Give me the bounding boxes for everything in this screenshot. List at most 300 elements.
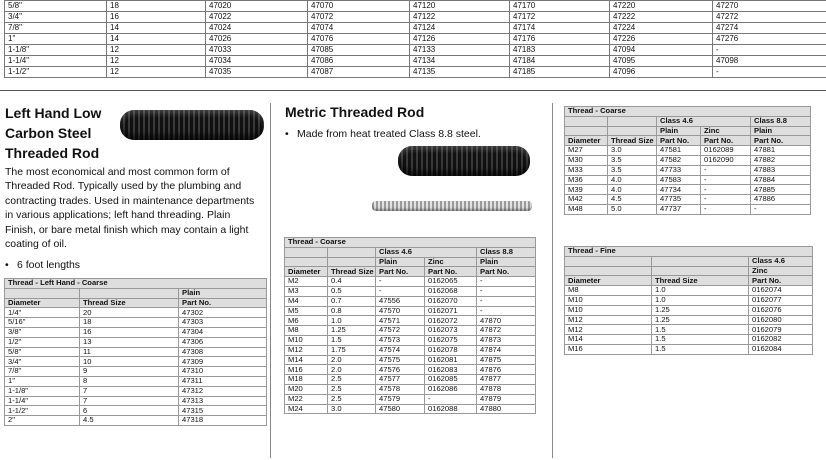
table-cell: 47577 [376,375,425,385]
table-cell: 47872 [477,326,536,336]
table-row [565,146,811,156]
table-cell: 47272 [713,12,826,23]
table-cell: 1-1/2" [5,406,80,416]
table-cell: 18 [80,318,179,328]
column-header: Part No. [751,136,811,146]
table-cell: M10 [565,305,652,315]
table-cell: 47026 [206,34,308,45]
table-cell: 0162072 [425,316,477,326]
table-row [565,335,813,345]
table-cell: 1.75 [328,345,376,355]
bullet-text: Made from heat treated Class 8.8 steel. [297,128,481,140]
table-cell: 47120 [410,1,510,12]
table-cell: 4.0 [608,175,657,185]
table-cell: M10 [285,335,328,345]
table-cell: 47072 [308,12,410,23]
table-cell: 47873 [477,335,536,345]
table-row [5,45,826,56]
class-header: Class 8.8 [477,247,536,257]
table-cell: 1" [5,34,107,45]
blank-cell [565,116,608,126]
description-line: contracting trades. Used in maintenance departments [5,194,255,207]
table-cell: 0162085 [425,375,477,385]
table-cell: M8 [285,326,328,336]
table-cell: M6 [285,316,328,326]
blank-cell [285,257,328,267]
table-row [565,315,813,325]
table-cell: 47309 [179,357,267,367]
table-cell: 47098 [713,56,826,67]
description-line: Finish, or bare metal finish which may contain a light [5,223,249,236]
table-row [285,326,536,336]
finish-header: Plain [477,257,536,267]
table-cell: 1-1/4" [5,56,107,67]
table-cell: 47735 [657,195,701,205]
class-header: Class 4.6 [749,256,813,266]
table-cell: 47034 [206,56,308,67]
metric-coarse-table [284,237,536,414]
table-cell: 47220 [610,1,713,12]
table-cell: 16 [80,327,179,337]
table-caption: Thread - Left Hand - Coarse [5,279,267,289]
bullet-icon: • [285,128,289,140]
table-cell: M27 [565,146,608,156]
table-cell: 3.0 [328,404,376,414]
table-cell: - [376,277,425,287]
table-cell: 47879 [477,394,536,404]
table-cell: - [751,204,811,214]
table-cell: 47313 [179,396,267,406]
table-cell: 47582 [657,155,701,165]
table-cell: 47033 [206,45,308,56]
table-cell: 47226 [610,34,713,45]
blank-cell [565,256,652,266]
table-row [5,12,826,23]
table-cell: 1/2" [5,337,80,347]
table-cell: 47134 [410,56,510,67]
table-cell: 7 [80,386,179,396]
table-cell: 47885 [751,185,811,195]
table-cell: 47085 [308,45,410,56]
finish-header: Zinc [749,266,813,276]
table-cell: M16 [565,344,652,354]
table-caption: Thread - Coarse [285,238,536,248]
table-row [565,204,811,214]
column-header: Part No. [657,136,701,146]
table-cell: 47096 [610,67,713,78]
title-line: Left Hand Low [5,105,102,121]
table-cell: 1" [5,376,80,386]
table-row [5,386,267,396]
blank-cell [328,257,376,267]
table-cell: 47087 [308,67,410,78]
title-line: Carbon Steel [5,125,92,141]
description-line: coating of oil. [5,238,67,251]
table-cell: 1.0 [328,316,376,326]
table-cell: 1.0 [652,286,749,296]
metric-fine-table [564,246,813,355]
table-cell: 18 [107,1,206,12]
class-header: Class 4.6 [376,247,477,257]
table-cell: 1.5 [652,335,749,345]
column-header: Part No. [376,267,425,277]
table-row [5,34,826,45]
table-cell: 47583 [657,175,701,185]
table-cell: 47274 [713,23,826,34]
table-row [565,325,813,335]
table-cell: 1.5 [652,344,749,354]
table-cell: 0162075 [425,335,477,345]
table-cell: 0162070 [425,296,477,306]
black-threaded-rod-image [120,110,264,140]
table-cell: 47126 [410,34,510,45]
table-cell: 47306 [179,337,267,347]
blank-cell [565,126,608,136]
table-cell: 14 [107,34,206,45]
table-cell: 47881 [751,146,811,156]
table-row [565,305,813,315]
table-cell: 47312 [179,386,267,396]
description-line: Threaded Rod. Typically used by the plumbing and [5,180,242,193]
table-cell: 2.5 [328,394,376,404]
table-cell: 47122 [410,12,510,23]
table-cell: 0162065 [425,277,477,287]
table-cell: 47580 [376,404,425,414]
finish-header: Zinc [425,257,477,267]
table-cell: 47133 [410,45,510,56]
table-cell: 0162079 [749,325,813,335]
table-row [5,357,267,367]
table-cell: 47581 [657,146,701,156]
table-cell: 12 [107,56,206,67]
steel-threaded-rod-image [372,201,532,211]
table-cell: 47579 [376,394,425,404]
table-cell: 47304 [179,327,267,337]
table-cell: M48 [565,204,608,214]
blank-cell [565,266,652,276]
table-cell: 47035 [206,67,308,78]
table-cell: M24 [285,404,328,414]
table-row [565,185,811,195]
left-description [5,165,254,251]
blank-cell [285,247,328,257]
table-row [5,56,826,67]
table-cell: M12 [285,345,328,355]
table-cell: 1-1/2" [5,67,107,78]
table-row [5,376,267,386]
table-cell: 0.8 [328,306,376,316]
table-cell: 2" [5,416,80,426]
table-cell: 47874 [477,345,536,355]
table-cell: 13 [80,337,179,347]
blank-cell [608,126,657,136]
table-row [285,296,536,306]
group-header: Plain [179,288,267,298]
table-cell: M8 [565,286,652,296]
table-cell: M36 [565,175,608,185]
table-row [5,347,267,357]
table-cell: 47183 [510,45,610,56]
table-cell: 3/8" [5,327,80,337]
table-cell: M10 [565,295,652,305]
table-cell: 47222 [610,12,713,23]
table-cell: M39 [565,185,608,195]
table-cell: 0162074 [749,286,813,296]
table-cell: 47875 [477,355,536,365]
table-cell: 0.7 [328,296,376,306]
table-cell: 1.5 [328,335,376,345]
table-cell: 0162080 [749,315,813,325]
table-row [285,316,536,326]
description-line: The most economical and most common form of [5,166,230,178]
table-cell: 5/16" [5,318,80,328]
table-row [5,67,826,78]
table-cell: 47172 [510,12,610,23]
table-cell: 47737 [657,204,701,214]
table-cell: 3.5 [608,155,657,165]
table-cell: 47070 [308,1,410,12]
table-cell: 47074 [308,23,410,34]
table-row [285,394,536,404]
table-row [5,308,267,318]
table-cell: 47095 [610,56,713,67]
table-cell: 47880 [477,404,536,414]
table-cell: 5/8" [5,347,80,357]
table-row [285,335,536,345]
table-cell: 1.25 [328,326,376,336]
table-cell: 47575 [376,355,425,365]
table-cell: 0162089 [701,146,751,156]
table-cell: 0162090 [701,155,751,165]
table-row [5,367,267,377]
table-row [5,23,826,34]
table-cell: 0162081 [425,355,477,365]
table-cell: 47318 [179,416,267,426]
table-cell: - [376,286,425,296]
table-cell: 3.0 [608,146,657,156]
table-row [285,375,536,385]
table-cell: 5.0 [608,204,657,214]
table-cell: M12 [565,325,652,335]
table-cell: 47094 [610,45,713,56]
column-header: Thread Size [652,276,749,286]
left-bullet [5,258,80,272]
table-cell: 2.5 [328,384,376,394]
blank-cell [5,288,80,298]
table-cell: - [713,67,826,78]
table-cell: 7 [80,396,179,406]
table-cell: 3.5 [608,165,657,175]
table-cell: 47734 [657,185,701,195]
column-header: Part No. [425,267,477,277]
table-cell: 0162088 [425,404,477,414]
table-cell: 47876 [477,365,536,375]
class-header: Class 8.8 [751,116,811,126]
table-cell: 0.4 [328,277,376,287]
column-separator [270,103,271,458]
column-header: Part No. [477,267,536,277]
table-cell: - [477,306,536,316]
table-cell: 47124 [410,23,510,34]
table-row [5,318,267,328]
table-cell: M4 [285,296,328,306]
table-caption: Thread - Coarse [565,107,811,117]
table-cell: 47573 [376,335,425,345]
table-row [285,355,536,365]
table-row [285,286,536,296]
blank-cell [652,266,749,276]
table-cell: M3 [285,286,328,296]
table-cell: 47578 [376,384,425,394]
table-cell: 47135 [410,67,510,78]
table-cell: 8 [80,376,179,386]
table-row [285,345,536,355]
table-cell: 7/8" [5,23,107,34]
finish-header: Plain [657,126,701,136]
table-cell: 47883 [751,165,811,175]
section-divider [0,90,826,91]
table-row [5,1,826,12]
table-cell: - [701,185,751,195]
table-cell: 1.25 [652,305,749,315]
table-cell: 47556 [376,296,425,306]
table-cell: 16 [107,12,206,23]
table-cell: 1.0 [652,295,749,305]
table-row [5,327,267,337]
table-cell: 20 [80,308,179,318]
table-cell: 47310 [179,367,267,377]
table-row [5,416,267,426]
bullet-text: 6 foot lengths [17,259,81,271]
table-cell: 47315 [179,406,267,416]
table-cell: - [425,394,477,404]
table-cell: - [701,165,751,175]
title-line: Threaded Rod [5,145,100,161]
column-header: Thread Size [608,136,657,146]
column-header: Diameter [5,298,80,308]
table-row [565,344,813,354]
table-cell: 1-1/8" [5,386,80,396]
table-cell: 4.0 [608,185,657,195]
table-cell: 47882 [751,155,811,165]
table-row [565,195,811,205]
table-cell: 47886 [751,195,811,205]
blank-cell [80,288,179,298]
table-cell: 47076 [308,34,410,45]
table-cell: 47176 [510,34,610,45]
table-cell: - [477,277,536,287]
column-header: Thread Size [80,298,179,308]
table-caption: Thread - Fine [565,247,813,257]
table-cell: 2.0 [328,365,376,375]
table-row [5,406,267,416]
class-header: Class 4.6 [657,116,751,126]
table-cell: M14 [285,355,328,365]
metric-coarse-large-table [564,106,811,215]
table-cell: M42 [565,195,608,205]
table-cell: 1.25 [652,315,749,325]
table-cell: 47311 [179,376,267,386]
table-cell: - [477,286,536,296]
table-cell: - [701,195,751,205]
table-row [565,165,811,175]
table-cell: 11 [80,347,179,357]
table-cell: 47276 [713,34,826,45]
table-row [5,337,267,347]
table-cell: 1-1/4" [5,396,80,406]
table-cell: 1/4" [5,308,80,318]
column-header: Diameter [565,276,652,286]
column-header: Thread Size [328,267,376,277]
description-line: in various applications; left hand threading. Plain [5,209,231,222]
table-cell: M14 [565,335,652,345]
table-row [285,306,536,316]
bullet-icon: • [5,259,9,271]
table-cell: 47870 [477,316,536,326]
left-hand-coarse-table [4,278,267,426]
table-cell: M22 [285,394,328,404]
table-cell: M20 [285,384,328,394]
table-cell: 47877 [477,375,536,385]
table-cell: 10 [80,357,179,367]
table-cell: M5 [285,306,328,316]
table-cell: 5/8" [5,1,107,12]
column-header: Diameter [565,136,608,146]
table-cell: 47185 [510,67,610,78]
table-row [285,404,536,414]
table-cell: 2.5 [328,375,376,385]
table-cell: M33 [565,165,608,175]
table-row [565,295,813,305]
table-cell: 4.5 [80,416,179,426]
column-header: Part No. [749,276,813,286]
table-cell: 0162073 [425,326,477,336]
table-cell: 1-1/8" [5,45,107,56]
table-cell: 47174 [510,23,610,34]
table-row [565,286,813,296]
top-parts-table [4,0,826,78]
table-cell: 14 [107,23,206,34]
finish-header: Plain [751,126,811,136]
table-cell: 47302 [179,308,267,318]
table-row [5,396,267,406]
table-cell: 0162082 [749,335,813,345]
table-cell: 47572 [376,326,425,336]
table-cell: 9 [80,367,179,377]
table-cell: M18 [285,375,328,385]
table-cell: 2.0 [328,355,376,365]
column-header: Part No. [701,136,751,146]
table-cell: 12 [107,67,206,78]
table-cell: 0162083 [425,365,477,375]
table-cell: 47571 [376,316,425,326]
table-cell: 4.5 [608,195,657,205]
table-cell: 47086 [308,56,410,67]
table-cell: 47574 [376,345,425,355]
table-cell: 47022 [206,12,308,23]
table-cell: - [713,45,826,56]
table-cell: 47270 [713,1,826,12]
blank-cell [328,247,376,257]
table-cell: - [477,296,536,306]
table-cell: 47020 [206,1,308,12]
table-cell: 3/4" [5,12,107,23]
table-cell: 47184 [510,56,610,67]
column-separator [552,103,553,458]
table-row [285,277,536,287]
table-cell: 47303 [179,318,267,328]
finish-header: Plain [376,257,425,267]
